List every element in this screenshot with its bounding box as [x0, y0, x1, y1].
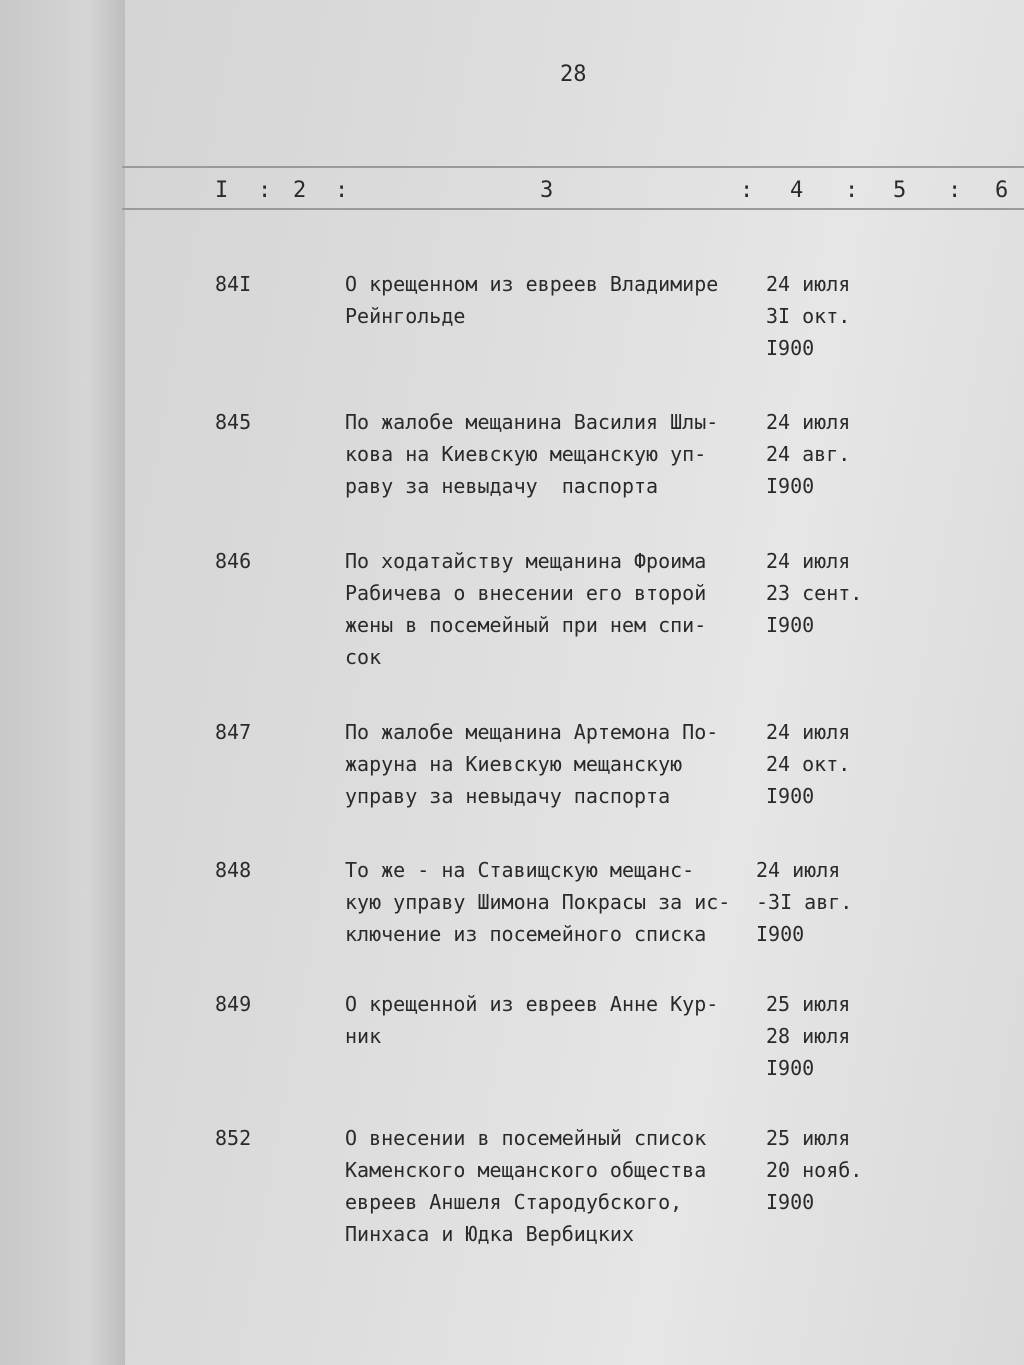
- col-header-5: 5: [893, 178, 907, 203]
- header-top-rule: [122, 166, 1024, 168]
- col-sep: :: [335, 178, 349, 203]
- entry-text: О крещенном из евреев Владимире Рейнгольде: [345, 272, 719, 328]
- entry-number: 847: [215, 720, 252, 744]
- entry-date: 24 июля 24 авг. I900: [766, 410, 851, 498]
- col-header-1: I: [215, 178, 229, 203]
- entry-text: О крещенной из евреев Анне Кур- ник: [345, 992, 719, 1048]
- col-header-3: 3: [540, 178, 554, 203]
- entry-date: 25 июля 28 июля I900: [766, 992, 851, 1080]
- entry-number: 845: [215, 410, 252, 434]
- entry-number: 84I: [215, 272, 252, 296]
- entry-text: О внесении в посемейный список Каменского мещанского общества евреев Аншеля Стародубского, Пинхаса и Юдка Вербицких: [345, 1126, 707, 1246]
- col-header-2: 2: [293, 178, 307, 203]
- header-bottom-rule: [122, 208, 1024, 210]
- entry-date: 24 июля -3I авг. I900: [756, 858, 853, 946]
- entry-text: По ходатайству мещанина Фроима Рабичева о внесении его второй жены в посемейный при нем спи- сок: [345, 549, 707, 669]
- entry-text: То же - на Ставищскую мещанс- кую управу Шимона Покрасы за ис- ключение из посемейного списка: [345, 858, 731, 946]
- entry-number: 846: [215, 549, 252, 573]
- col-sep: :: [740, 178, 754, 203]
- entry-date: 24 июля 24 окт. I900: [766, 720, 851, 808]
- page-number: 28: [560, 62, 587, 87]
- col-header-4: 4: [790, 178, 804, 203]
- entry-text: По жалобе мещанина Василия Шлы- кова на Киевскую мещанскую уп- раву за невыдачу паспорта: [345, 410, 719, 498]
- previous-page-edge: [0, 0, 125, 1365]
- col-sep: :: [258, 178, 272, 203]
- col-sep: :: [948, 178, 962, 203]
- entry-number: 848: [215, 858, 252, 882]
- entry-date: 25 июля 20 нояб. I900: [766, 1126, 863, 1214]
- entry-number: 849: [215, 992, 252, 1016]
- col-header-6: 6: [995, 178, 1009, 203]
- entry-date: 24 июля 3I окт. I900: [766, 272, 851, 360]
- entry-number: 852: [215, 1126, 252, 1150]
- entry-date: 24 июля 23 сент. I900: [766, 549, 863, 637]
- col-sep: :: [845, 178, 859, 203]
- entry-text: По жалобе мещанина Артемона По- жаруна на Киевскую мещанскую управу за невыдачу паспорта: [345, 720, 719, 808]
